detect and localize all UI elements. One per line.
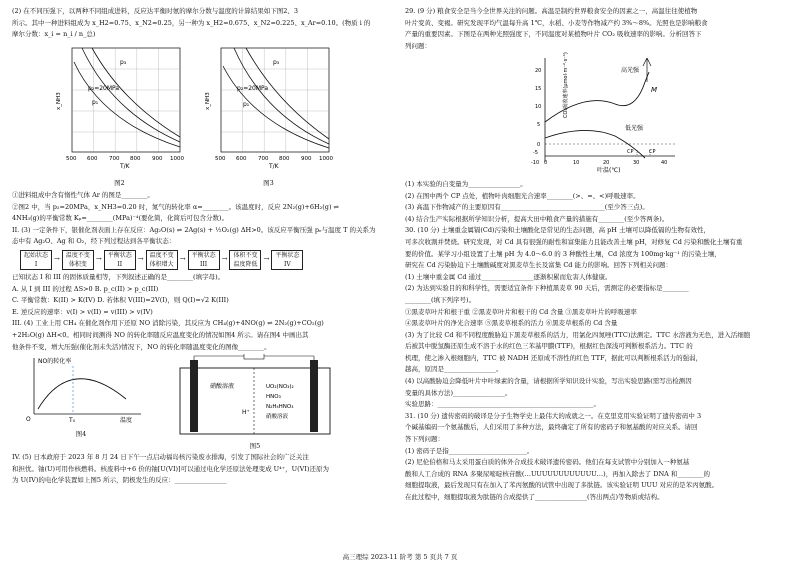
fig3-xtick: 900	[301, 155, 312, 162]
q30-line: (1) 土壤中重金属 Cd 通过________________逐渐积累而危害人体健康。	[405, 272, 612, 281]
fig3-xtick: 800	[279, 155, 290, 162]
q2-3-line: 4NH₃(g)的平衡常数 Kₚ=________(MPa)⁻⁴(要化简，化简后可包含分数)。	[12, 214, 229, 223]
figure-5-caption: 图5	[249, 441, 261, 450]
figure-2-chart	[52, 42, 187, 174]
q29-intro-line: 产量的重要因素。下图是在两种光照强度下，不同温度对某植物叶片 CO₂ 吸收速率的影响。分析回答下	[405, 30, 702, 39]
q31-line: 答下列问题：	[405, 435, 444, 444]
q3-4-line: E. 逆反应的速率：v(I) > v(II) = v(III) > v(IV)	[12, 307, 153, 316]
q30-line: (3) 为了比较 Cd 和不同程度酸胁迫下黑麦草根系的活力，用氯化四氮唑(TTC)法测定。TTC 水溶液为无色，进入活细胞	[405, 330, 751, 339]
state-label: 平衡状态	[275, 251, 300, 259]
co2-low-light-label: 低光强	[625, 125, 644, 133]
question-30-body	[405, 225, 790, 411]
fig5-right-line: N₂H₄HNO₃	[266, 404, 294, 411]
arrow-icon: →	[263, 255, 270, 264]
q30-line: (2) 为达到实验目的和科学性，需要适宜条件下种植黑麦草 90 天后，需测定的必要指标是________	[405, 284, 689, 293]
fig5-proton: H⁺	[242, 409, 250, 417]
condition-box	[146, 250, 178, 270]
q29-line: (3) 高温下作物减产的主要原因有________________________________(至少答三点)。	[405, 203, 649, 212]
question-5-body	[12, 452, 384, 487]
question-29-body	[405, 179, 790, 225]
q30-line: (4) 以高酸胁迫会降低叶片中叶绿素的含量，请根据所学知识设计实验，写出实验思路(需写出检测因	[405, 377, 692, 386]
state-label: 平衡状态	[107, 251, 132, 259]
fig5-right-line: 硝酸溶液	[266, 414, 289, 421]
co2-xtick: 10	[573, 160, 580, 167]
co2-ytick: 10	[535, 104, 542, 111]
q2-3-line: II. (3) 一定条件下，银催化剂表面上存在反应：Ag₂O(s) ⇌ 2Ag(s) + ½O₂(g) ΔH>0。该反应平衡压强 pₑ与温度 T 的关系为	[12, 225, 376, 234]
q2-3-line: ①进料组成中含有惰性气体 Ar 的图是________。	[12, 190, 154, 199]
figure-4-caption: 图4	[75, 429, 87, 438]
arrow-icon: →	[179, 255, 186, 264]
fig2-ylabel: x_NH3	[56, 92, 62, 110]
figure-4-5-row	[16, 354, 384, 452]
co2-ytick: 0	[537, 142, 541, 149]
fig3-ylabel: x_NH3	[205, 92, 211, 110]
state-label: 起始状态	[24, 251, 49, 259]
figure-4-chart	[16, 354, 146, 424]
q5-line: 为 U(IV)的电化学装置如上图5 所示，阴极发生的反应：________________	[12, 476, 227, 485]
fig2-p-label: p₂=20MPa	[88, 84, 120, 92]
fig4-origin: O	[26, 416, 31, 424]
state-label: 平衡状态	[191, 251, 216, 259]
q31-line: 31. (10 分) 遗传密码的破译是分子生物学史上最伟大的成就之一。在克里克用实验证明了遗传密码中 3	[405, 411, 702, 420]
fig2-xtick: 800	[130, 155, 141, 162]
co2-cp-label: CP	[649, 149, 656, 156]
q5-line: 和担忧。铀(U)可用作核燃料。核废料中+6 价的铀[U(VI)]可以通过电化学还原法处理变成 U⁴⁺，U(VI)还原为	[12, 464, 329, 473]
state-label: 体积不变 温度降低	[233, 251, 258, 268]
co2-xtick: 20	[603, 160, 610, 167]
figure-2-3-row	[52, 42, 384, 190]
co2-ytick: 15	[535, 86, 542, 93]
q30-line: 机理，使之渗入根细胞内，TTC 被 NADH 还原成不溶性的红色 TTF，据此可以判断根系活力的强弱，	[405, 353, 703, 362]
q31-line: 酸和人工合成的 RNA 多聚尿嘧啶核苷酸(…UUUUUUUUUUUU…)，再加入除去了 DNA 和________的	[405, 469, 710, 478]
q30-line: ①黑麦草叶片和根干重 ②黑麦草叶片和根干的 Cd 含量 ③黑麦草叶片的呼吸速率	[405, 307, 637, 316]
fig5-right-line: HNO₃	[266, 394, 281, 401]
co2-chart	[515, 52, 685, 174]
co2-m-label: M	[651, 86, 658, 95]
q3-4-line: C. 平衡常数：K(II) > K(IV) D. 若体积 V(III)=2V(I)，则 Q(I)=√2 K(III)	[12, 296, 229, 305]
q30-line: 要的价值。某学习小组设置了土壤 pH 为 4.0～6.0 的 3 种酸性土壤，Cd 浓度为 100mg·kg⁻¹ 的污染土壤，	[405, 249, 721, 258]
co2-ylabel: CO₂吸收速率(μmol·m⁻²·s⁻¹)	[563, 52, 569, 119]
fig3-xtick: 600	[236, 155, 247, 162]
co2-high-light-label: 高光强	[621, 67, 640, 75]
right-column	[405, 6, 790, 504]
q31-line: (2) 尼伦伯格和马太采用蛋白质的体外合成技术破译遗传密码。他们在每支试管中分别加入一种氨基	[405, 458, 690, 467]
co2-ytick: 20	[535, 68, 542, 75]
fig2-xtick: 900	[152, 155, 163, 162]
q29-intro-line: 列问题：	[405, 41, 431, 50]
q3-4-line: +2H₂O(g) ΔH<0。相同时间测得 NO 的转化率随反应温度变化的情况如图4 所示。请在图4 中画出其	[12, 330, 309, 339]
figure-5-cell	[170, 354, 340, 436]
q30-line: 30. (10 分) 土壤重金属镉(Cd)污染和土壤酸化是常见的生态问题，高 pH 土壤可以降低镉的生物有效性，	[405, 226, 711, 235]
figure-3	[201, 42, 336, 190]
fig2-curve-p3: p₃	[120, 58, 127, 66]
question-2-intro	[12, 6, 384, 41]
state-roman: II	[117, 260, 123, 268]
co2-xlabel: 叶温(℃)	[597, 167, 621, 175]
q3-4-line: A. 从 I 到 III 的过程 ΔS>0 B. p_c(II) > p_c(III)	[12, 284, 159, 293]
q2-intro-line: 摩尔分数：x_i = n_i / n_总)	[12, 30, 96, 39]
arrow-icon: →	[54, 255, 60, 264]
question-31-body	[405, 411, 790, 504]
state-roman: III	[200, 260, 208, 268]
q30-line: ④黑麦草叶片的净光合速率 ⑤黑麦草根系的活力 ⑥黑麦草根系的 Cd 含量	[405, 319, 618, 328]
q30-line: 越高，原因是________________。	[405, 365, 503, 374]
fig2-curve-p1: p₁	[92, 98, 99, 106]
co2-ytick: -10	[531, 160, 540, 167]
co2-xtick: 30	[633, 160, 640, 167]
q29-intro-line: 叶片变黄、变褐。研究发现平均气温每升高 1℃，水稻、小麦等作物减产约 3%～8%。光照也是影响粮食	[405, 18, 708, 27]
q30-line: 可多次收割并焚烧。研究发现，对 Cd 具有很强的耐性和富集能力且能改善土壤 pH，对修复 Cd 污染和酸化土壤有重	[405, 237, 743, 246]
co2-xtick: 40	[661, 160, 668, 167]
fig2-xtick: 1000	[170, 155, 184, 162]
q3-4-line: 他条件不变，增大压强(催化剂未失活)情况下，NO 的转化率随温度变化的图像________。	[12, 342, 271, 351]
q30-line: 实验思路：________________________________________________。	[405, 400, 600, 409]
state-label: 温度不变 体积增大	[149, 251, 174, 268]
fig3-xtick: 700	[258, 155, 269, 162]
state-box	[104, 250, 136, 270]
condition-box	[62, 250, 94, 270]
arrow-icon: →	[137, 255, 144, 264]
figure-3-chart	[201, 42, 336, 174]
q2-3-line: ②图2 中，当 p₂=20MPa，x_NH3=0.20 时，氮气的转化率 α=________。该温度时，反应 2N₂(g)+6H₂(g) ⇌	[12, 202, 339, 211]
question-2-3-body	[12, 190, 384, 248]
state-box	[188, 250, 220, 270]
question-29-intro	[405, 6, 790, 52]
fig2-xtick: 600	[87, 155, 98, 162]
fig2-xtick: 700	[109, 155, 120, 162]
fig3-p-label: p₂=20MPa	[237, 84, 269, 92]
arrow-icon: →	[95, 255, 102, 264]
fig2-xlabel: T/K	[120, 162, 130, 170]
q31-line: (1) 密码子是指________________________。	[405, 446, 534, 455]
q5-line: IV. (5) 日本政府于 2023 年 8 月 24 日下午一点启动福岛核污染废水排海，引发了国际社会的广泛关注	[12, 453, 309, 462]
co2-cp-label: CP	[627, 149, 634, 156]
q29-line: (1) 本实验的自变量为________________。	[405, 179, 527, 188]
q29-line: (2) 在图中两个 CP 点处，植物叶肉细胞光合速率________(>、=、<)呼吸速率。	[405, 191, 640, 200]
fig5-left-solution: 硝酸溶液	[210, 383, 235, 391]
q30-line: 研究在 Cd 污染胁迫下土壤酸碱度对黑麦草生长及富集 Cd 能力的影响。回答下列相关问题：	[405, 261, 673, 270]
fig3-xlabel: T/K	[269, 162, 279, 170]
fig5-right-line: UO₂(NO₃)₂	[266, 384, 294, 391]
state-roman: IV	[284, 260, 291, 268]
q3-4-line: 已知状态 I 和 III 的固体质量相等，下列叙述正确的是________(填字母)。	[12, 272, 225, 281]
state-label: 温度不变 体积变	[65, 251, 90, 268]
q3-4-line: III. (4) 工业上用 CH₄ 在催化剂作用下还原 NO 消除污染，其反应为 CH₄(g)+4NO(g) ⇌ 2N₂(g)+CO₂(g)	[12, 319, 324, 328]
q31-line: 在此过程中，细胞提取液为肽链的合成提供了________________(答出两点)等物质或结构。	[405, 493, 664, 501]
fig3-curve-p3: p₃	[273, 58, 280, 66]
q2-intro-line: 所示。其中一种进料组成为 x_H2=0.75、x_N2=0.25，另一种为 x_H2=0.675、x_N2=0.225、x_Ar=0.10。(物质 i 的	[12, 18, 371, 27]
condition-box	[229, 250, 261, 270]
fig4-xlabel: 温度	[120, 417, 133, 425]
q29-intro-line: 29. (9 分) 粮食安全是当今全世界关注的问题。高温是制约世界粮食安全的因素之一，高温往往使植物	[405, 7, 698, 15]
state-flow-diagram	[20, 250, 384, 270]
arrow-icon: →	[221, 255, 228, 264]
fig3-xtick: 1000	[319, 155, 333, 162]
q29-line: (4) 结合生产实际根据所学知识分析，提高大田中粮食产量的措施有________(至少答两条)。	[405, 214, 669, 223]
figure-2-caption: 图2	[114, 179, 125, 188]
co2-xtick: 0	[544, 160, 548, 167]
q30-line: ________(填下列序号)。	[405, 295, 476, 304]
fig2-xtick: 500	[66, 155, 77, 162]
question-3-4-body	[12, 272, 384, 353]
state-box	[271, 250, 303, 270]
q30-line: 变量的具体方法)________________。	[405, 388, 512, 397]
fig3-xtick: 500	[215, 155, 226, 162]
figure-2	[52, 42, 187, 190]
q31-line: 个碱基编码一个氨基酸后，人们采用了多种方法，最终确定了所有的密码子和氨基酸的对应关系。请回	[405, 423, 698, 432]
q2-3-line: 态中有 Ag₂O、Ag 和 O₂，经下列过程达到各平衡状态：	[12, 237, 176, 246]
q30-line: 后被其中脱氢酶还原生成不溶于水的红色三苯基甲臜(TTF)，根据红色深浅可判断根系活力。TTC 的	[405, 342, 693, 351]
page-footer: 高三理综 2023-11 阶考 第 5 页共 7 页	[342, 553, 458, 561]
left-column	[12, 6, 384, 487]
co2-ytick: -5	[533, 150, 538, 157]
fig4-ylabel: NO的转化率	[38, 358, 72, 366]
state-box	[20, 250, 52, 270]
co2-ytick: 5	[537, 122, 541, 129]
figure-3-caption: 图3	[263, 179, 274, 188]
fig4-t0: T₀	[69, 417, 76, 425]
fig3-curve-p1: p₁	[243, 100, 250, 108]
figure-5	[170, 354, 340, 452]
state-roman: I	[34, 260, 38, 268]
q31-line: 细胞提取液，最后发现只有在加入了苯丙氨酸的试管中出现了多肽链。该实验证明 UUU 对应的是苯丙氨酸。	[405, 481, 719, 490]
co2-figure	[515, 52, 790, 179]
figure-4	[16, 354, 146, 452]
q2-intro-line: (2) 在不同压强下，以两种不同组成进料，反应达平衡时氨的摩尔分数与温度的计算结果如下图2、3	[12, 7, 299, 15]
